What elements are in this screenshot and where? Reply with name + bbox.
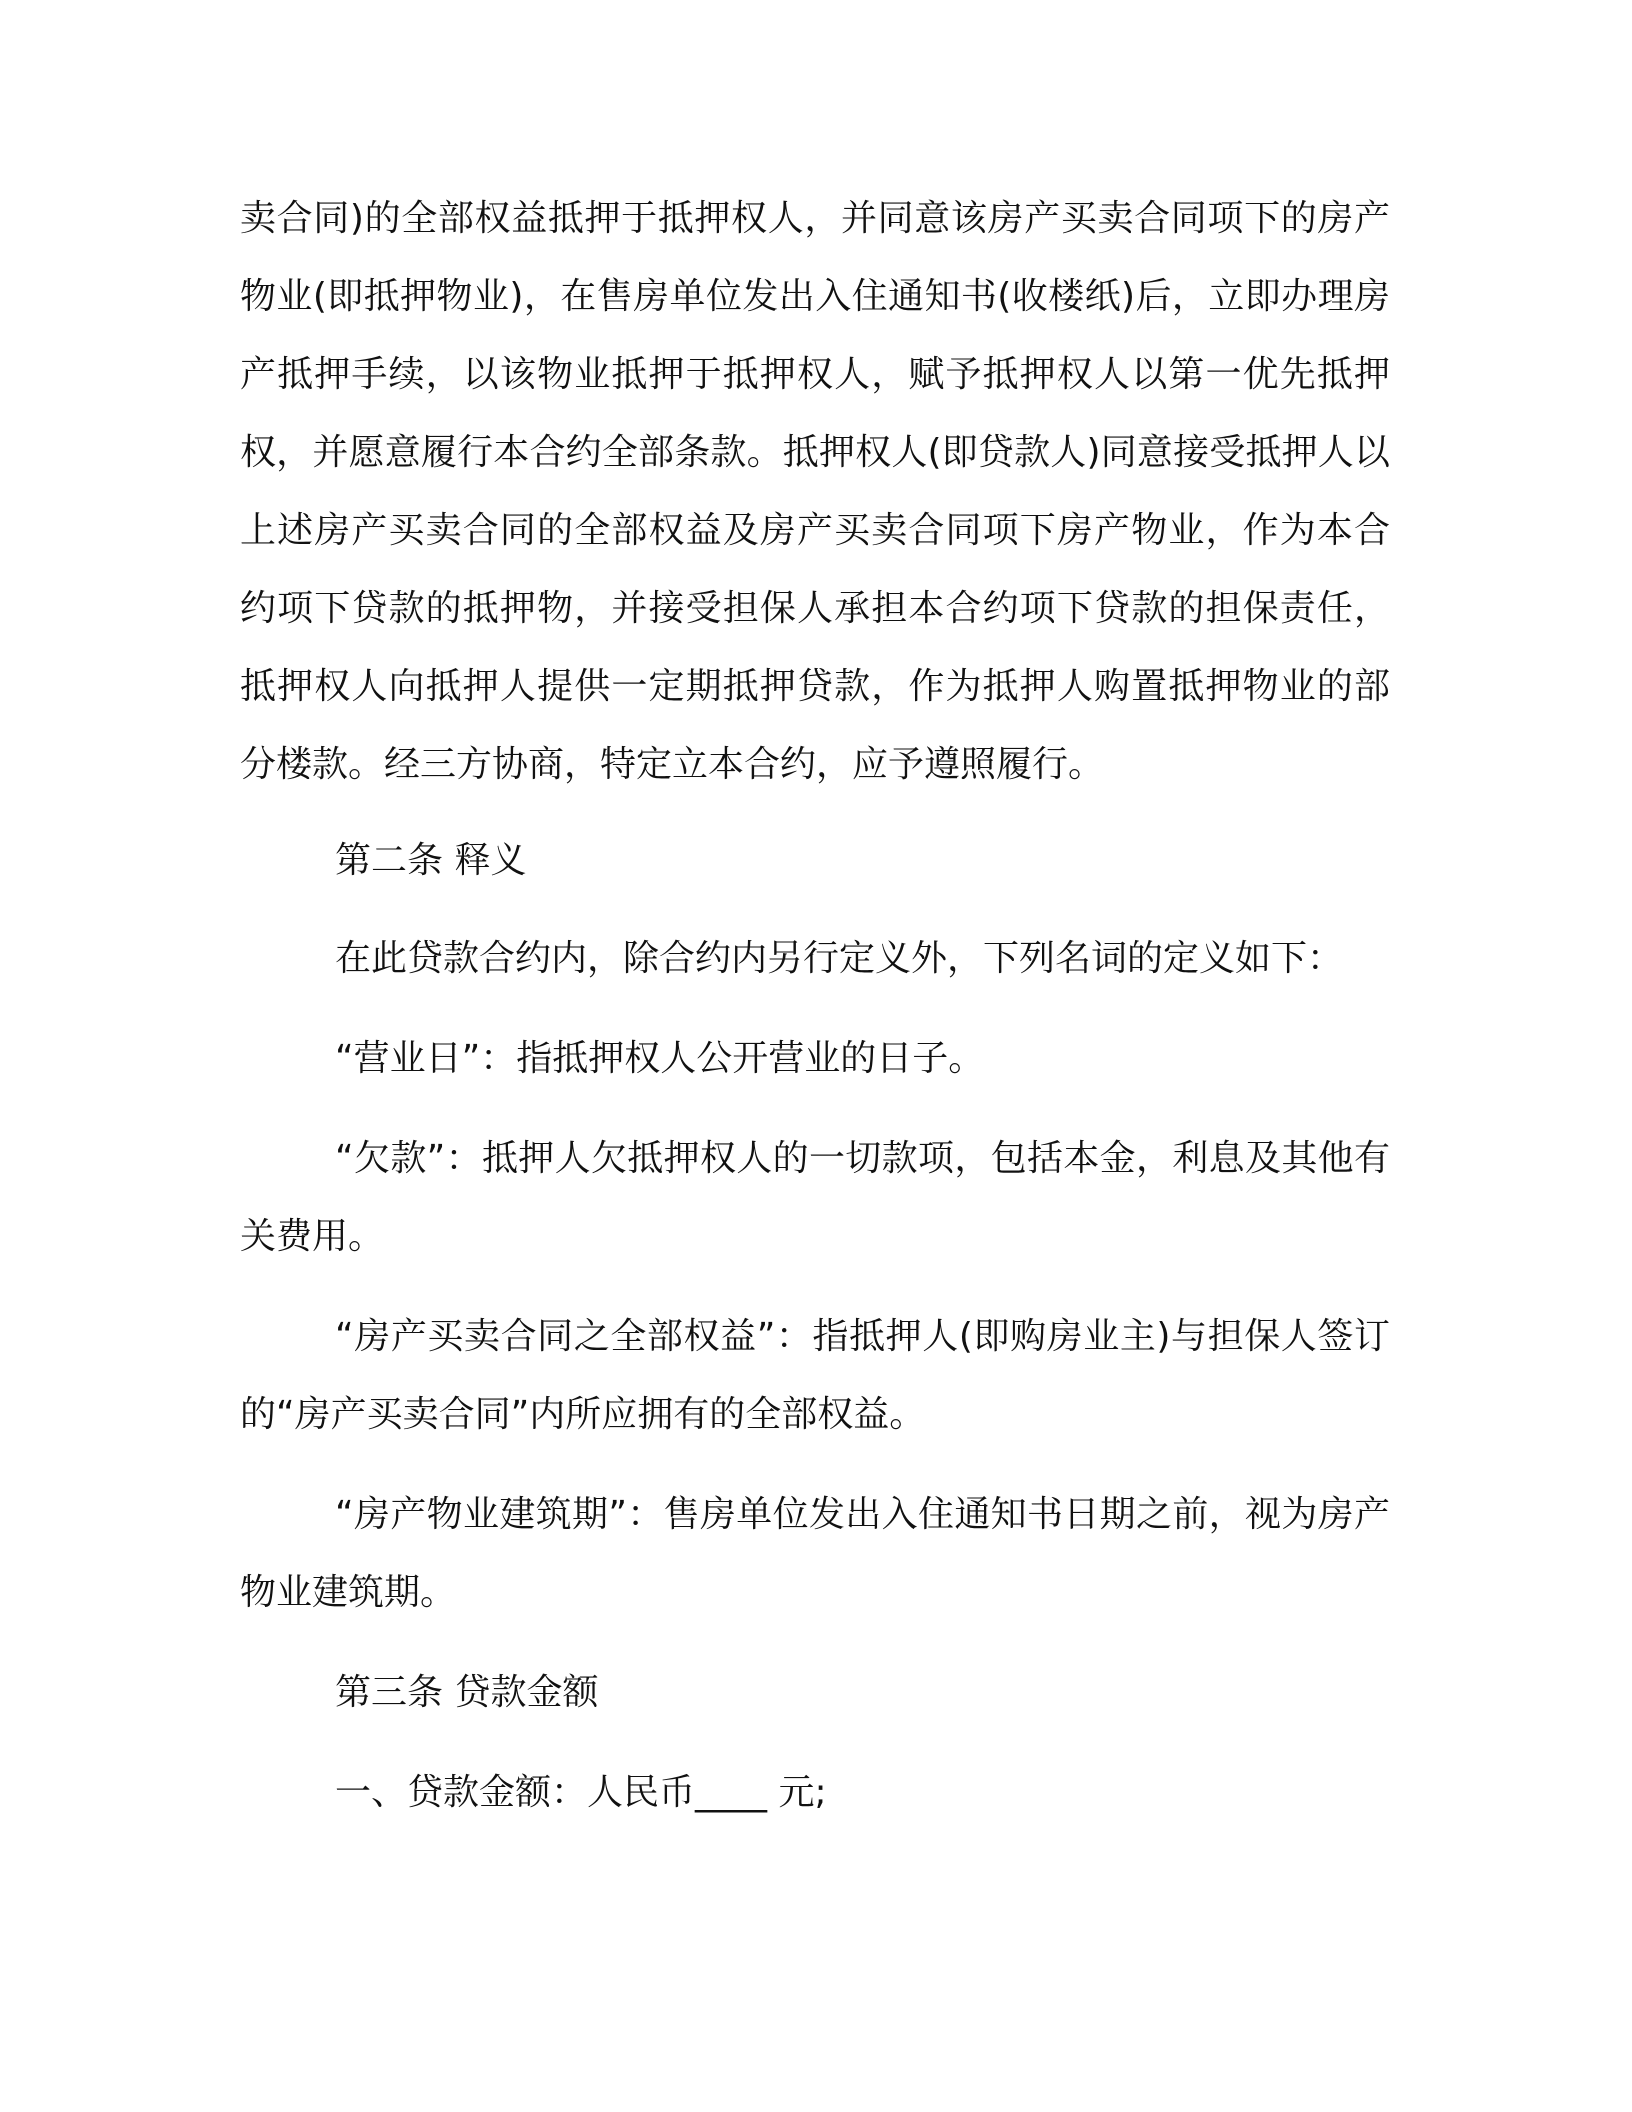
article-2-heading: 第二条 释义	[335, 840, 527, 881]
definition-business-day: “营业日”：指抵押权人公开营业的日子。	[335, 1038, 985, 1079]
definition-arrears: “欠款”：抵押人欠抵押权人的一切款项，包括本金，利息及其他有关费用。	[240, 1138, 1390, 1257]
definition-construction-period: “房产物业建筑期”：售房单位发出入住通知书日期之前，视为房产物业建筑期。	[240, 1494, 1390, 1613]
article-3-heading: 第三条 贷款金额	[335, 1672, 599, 1713]
document-body	[240, 180, 1390, 1832]
definitions-intro: 在此贷款合约内，除合约内另行定义外，下列名词的定义如下：	[335, 938, 1344, 979]
intro-paragraph: 卖合同)的全部权益抵押于抵押权人，并同意该房产买卖合同项下的房产物业(即抵押物业)，在售房单位发出入住通知书(收楼纸)后，立即办理房产抵押手续，以该物业抵押于抵押权人，赋予抵押权人以第一优先抵押权，并愿意履行本合约全部条款。抵押权人(即贷款人)同意接受抵押人以上述房产买卖合同的全部权益及房产买卖合同项下房产物业，作为本合约项下贷款的抵押物，并接受担保人承担本合约项下贷款的担保责任，抵押权人向抵押人提供一定期抵押贷款，作为抵押人购置抵押物业的部分楼款。经三方协商，特定立本合约，应予遵照履行。	[240, 198, 1390, 785]
loan-amount-line: 一、贷款金额：人民币____ 元;	[335, 1772, 827, 1813]
definition-contract-rights: “房产买卖合同之全部权益”：指抵押人(即购房业主)与担保人签订的“房产买卖合同”内所应拥有的全部权益。	[240, 1316, 1390, 1435]
